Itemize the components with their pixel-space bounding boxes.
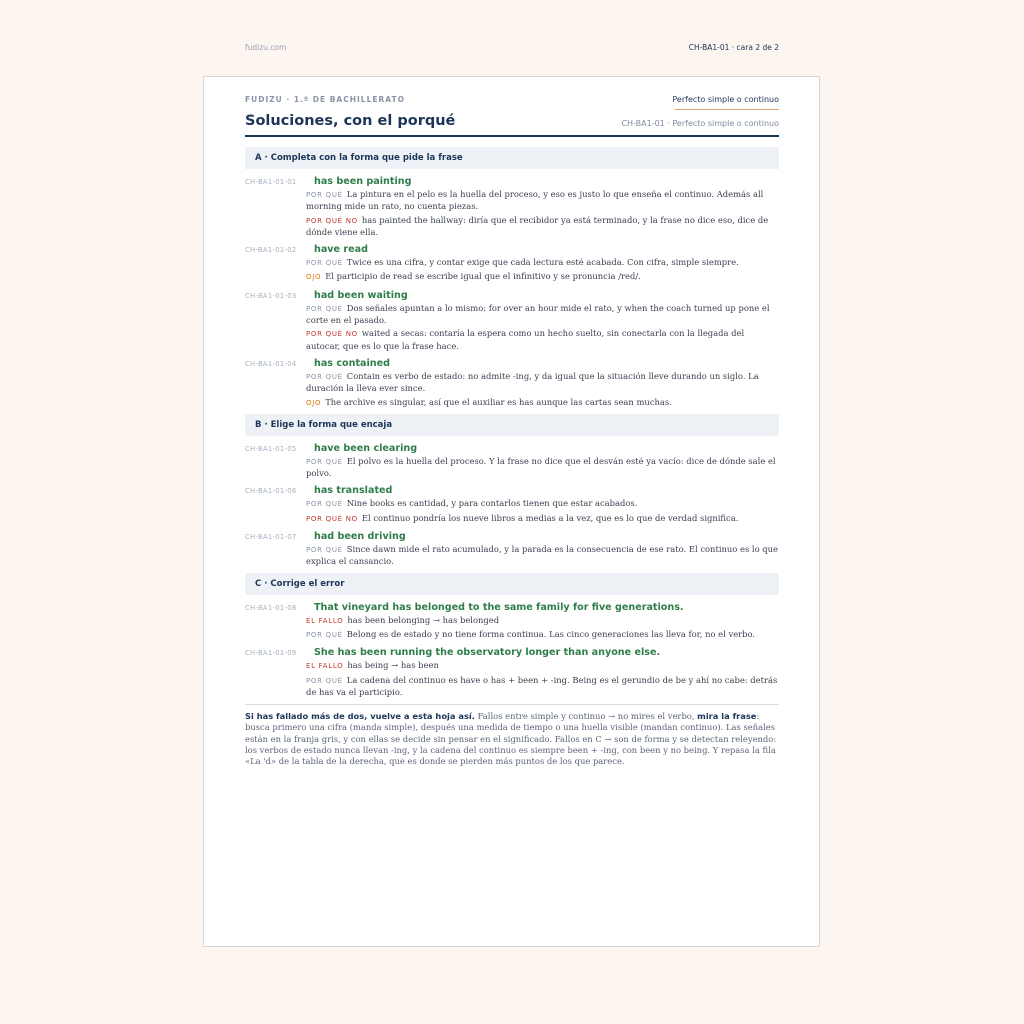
note-why (306, 544, 779, 568)
solutions-content (245, 147, 779, 768)
note-why (306, 629, 779, 641)
item-answer: has been painting (314, 176, 412, 187)
item-code: CH-BA1-01-07 (245, 533, 297, 542)
item-answer: That vineyard has belonged to the same family for five generations. (314, 601, 684, 613)
note-text: El continuo pondría los nueve libros a medias a la vez, que es lo que de verdad significa. (361, 512, 739, 523)
note-ojo (306, 271, 779, 283)
label-por-que-no: POR QUÉ NO (306, 330, 358, 339)
item-code: CH-BA1-01-05 (245, 444, 297, 453)
label-el-fallo: EL FALLO (306, 616, 344, 625)
section-header-c: C · Corrige el error (245, 573, 779, 595)
label-por-que: POR QUÉ (306, 676, 343, 685)
brand-label: FUDIZU · 1.º DE BACHILLERATO (245, 95, 405, 104)
footer-note-part1: Fallos entre simple y continuo → no mires el verbo, (474, 711, 698, 722)
note-text: has been belonging → has belonged (347, 614, 500, 625)
solution-item (245, 175, 779, 238)
item-answer: She has been running the observatory longer than anyone else. (314, 647, 661, 659)
note-text: has being → has been (347, 660, 439, 671)
solution-item (245, 289, 779, 352)
note-text: The archive es singular, así que el auxiliar es has aunque las cartas sean muchas. (325, 396, 672, 407)
note-text: El polvo es la huella del proceso. Y la frase no dice que el desván esté ya vacío: dice de dónde sale el polvo. (306, 455, 776, 479)
label-por-que-no: POR QUÉ NO (306, 216, 358, 225)
worksheet-page (203, 43, 820, 947)
section-header-b: B · Elige la forma que encaja (245, 414, 779, 436)
solution-item (245, 484, 779, 525)
item-code: CH-BA1-01-03 (245, 291, 297, 300)
note-text: La cadena del continuo es have o has + been + -ing. Being es el gerundio de be y ahí no cabe: detrás de has va el participio. (306, 674, 778, 697)
note-text: has painted the hallway: diría que el recibidor ya está terminado, y la frase no dice eso, dice de dónde viene ella. (306, 214, 769, 237)
label-el-fallo: EL FALLO (306, 662, 344, 671)
footer-note-bold: mira la frase (697, 711, 757, 722)
note-why (306, 675, 779, 699)
item-answer: have read (314, 244, 368, 256)
site-url: fudizu.com (245, 43, 287, 52)
solution-item (245, 442, 779, 480)
note-text: Contain es verbo de estado: no admite -ing, y da igual que la situación lleve durando un siglo. La duración la lleva ever since. (306, 370, 759, 394)
note-text: Dos señales apuntan a lo mismo: for over an hour mide el rato, y when the coach turned up pone el corte en el pasado. (306, 302, 770, 326)
item-code: CH-BA1-01-02 (245, 246, 297, 255)
label-por-que: POR QUÉ (306, 630, 343, 639)
footer-note-part2: : busca primero una cifra (manda simple), después una medida de tiempo o una huella visible (mandan continuo). Las señales están en la franja gris, y con ellas se decide sin pensar en el significado. Fallos en C → son de forma y se detectan releyendo: los verbos de estado nunca llevan -ing, y la cadena del continuo es siempre been + -ing, con been y no being. Y repasa la fila «La 'd» de la tabla de la derecha, que es donde se pierden más puntos de los que parece. (245, 711, 777, 767)
page-number: CH-BA1-01 · cara 2 de 2 (688, 43, 779, 52)
item-answer: had been waiting (314, 289, 408, 301)
label-ojo: OJO (306, 273, 322, 282)
item-code: CH-BA1-01-04 (245, 359, 297, 368)
item-code: CH-BA1-01-09 (245, 649, 297, 658)
label-por-que: POR QUÉ (306, 304, 343, 313)
note-text: waited a secas: contaría la espera como un hecho suelto, sin conectarla con la llegada del autocar, que es lo que la frase hace. (306, 328, 745, 351)
note-why (306, 498, 779, 510)
note-why (306, 189, 779, 213)
note-why (306, 456, 779, 480)
solution-item (245, 530, 779, 568)
solution-item (245, 601, 779, 642)
label-por-que: POR QUÉ (306, 259, 343, 268)
label-por-que: POR QUÉ (306, 500, 343, 509)
sheet-code: CH-BA1-01 · Perfecto simple o continuo (621, 119, 779, 128)
item-code: CH-BA1-01-08 (245, 603, 297, 612)
solution-item (245, 243, 779, 284)
label-por-que: POR QUÉ (306, 546, 343, 555)
note-error (306, 615, 779, 627)
note-why (306, 303, 779, 327)
label-por-que: POR QUÉ (306, 191, 343, 199)
note-text: Since dawn mide el rato acumulado, y la parada es la consecuencia de ese rato. El continuo es lo que explica el cansancio. (306, 544, 778, 567)
note-text: La pintura en el pelo es la huella del proceso, y eso es justo lo que enseña el continuo. Además all morning mide un rato, no cuenta piezas. (306, 189, 764, 212)
section-header-a: A · Completa con la forma que pide la frase (245, 147, 779, 169)
solution-item (245, 357, 779, 409)
note-why-not (306, 328, 779, 352)
item-answer: have been clearing (314, 442, 418, 454)
item-answer: had been driving (314, 531, 406, 543)
footer-note (245, 711, 779, 767)
note-why (306, 257, 779, 269)
note-why-not (306, 215, 779, 239)
note-error (306, 660, 779, 672)
item-code: CH-BA1-01-01 (245, 178, 297, 186)
note-text: Nine books es cantidad, y para contarlos tienen que estar acabados. (346, 498, 638, 509)
note-text: El participio de read se escribe igual que el infinitivo y se pronuncia /red/. (325, 271, 641, 282)
note-why-not (306, 513, 779, 525)
item-answer: has contained (314, 357, 391, 369)
item-code: CH-BA1-01-06 (245, 487, 297, 496)
label-por-que-no: POR QUÉ NO (306, 514, 358, 523)
note-text: Belong es de estado y no tiene forma continua. Las cinco generaciones las lleva for, no el verbo. (346, 628, 756, 639)
title-rule (245, 135, 779, 137)
topic-tag: Perfecto simple o continuo (672, 95, 779, 104)
note-ojo (306, 397, 779, 409)
footer-note-lead: Si has fallado más de dos, vuelve a esta hoja así. (245, 711, 475, 722)
note-text: Twice es una cifra, y contar exige que cada lectura esté acabada. Con cifra, simple siempre. (346, 257, 739, 268)
item-answer: has translated (314, 485, 393, 497)
label-por-que: POR QUÉ (306, 372, 343, 381)
page-title: Soluciones, con el porqué (245, 113, 456, 129)
solution-item (245, 646, 779, 698)
label-por-que: POR QUÉ (306, 457, 343, 466)
label-ojo: OJO (306, 398, 322, 407)
note-why (306, 371, 779, 395)
topic-underline (675, 109, 779, 110)
footer-divider (245, 704, 779, 705)
